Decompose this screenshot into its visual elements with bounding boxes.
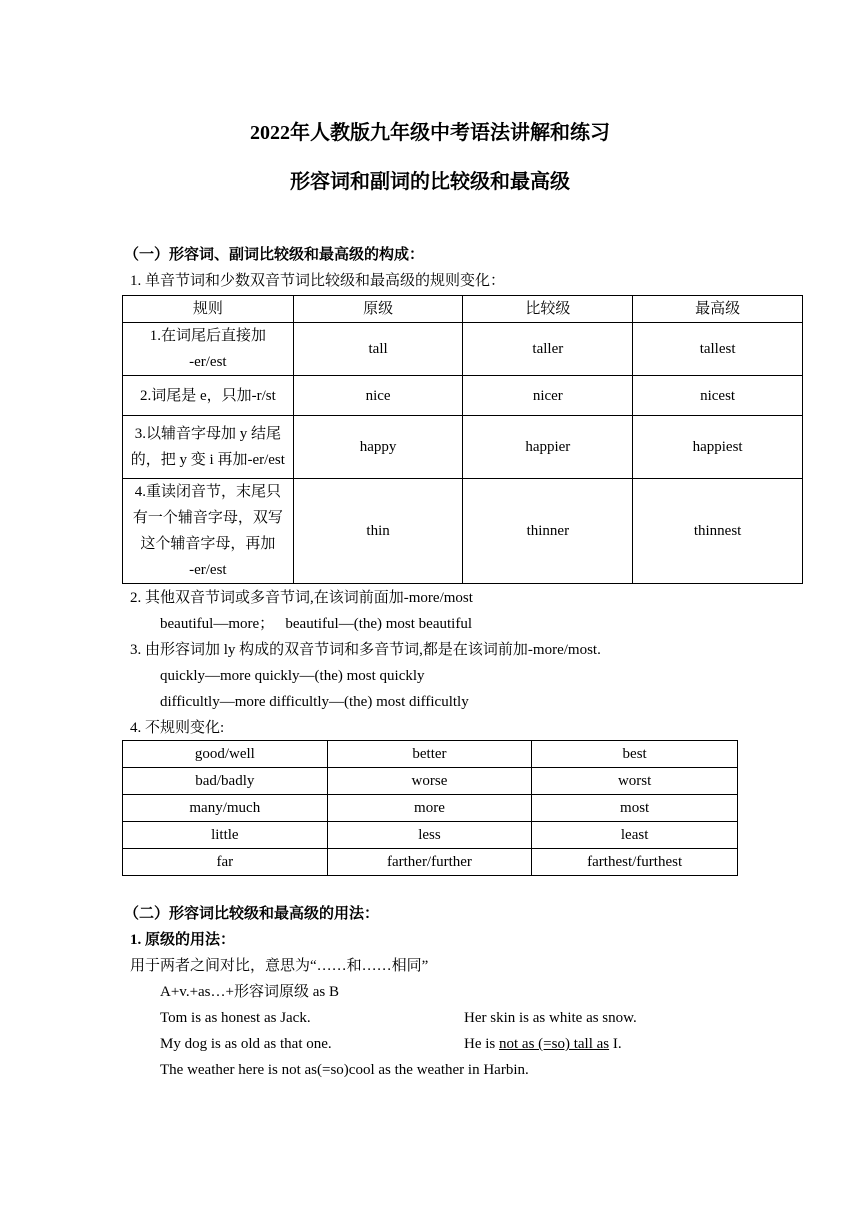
rule-line: -er/est: [189, 562, 227, 578]
example-3: The weather here is not as(=so)cool as the weather in Harbin.: [160, 1062, 529, 1078]
item3-example-2: difficultly—more difficultly—(the) most difficultly: [160, 694, 469, 710]
rule-line: -er/est: [189, 354, 227, 370]
superlative-cell: most: [532, 795, 738, 822]
base-cell: little: [123, 822, 328, 849]
table-row: [123, 849, 738, 876]
comparative-cell: worse: [327, 768, 532, 795]
comparative-cell: happier: [463, 416, 633, 479]
rule-cell: [123, 416, 294, 479]
table-row: [123, 416, 803, 479]
comparative-cell: more: [327, 795, 532, 822]
section1-item1: 1. 单音节词和少数双音节词比较级和最高级的规则变化：: [130, 273, 506, 289]
table-header-row: [123, 296, 803, 323]
base-cell: nice: [293, 376, 463, 416]
superlative-cell: thinnest: [633, 479, 803, 584]
item2-example: beautiful—more； beautiful—(the) most beautiful: [160, 616, 472, 632]
rule-line: 1.在词尾后直接加: [149, 328, 266, 344]
item3-example-1: quickly—more quickly—(the) most quickly: [160, 668, 425, 684]
comparative-cell: farther/further: [327, 849, 532, 876]
rule-cell: [123, 376, 294, 416]
section1-item3: 3. 由形容词加 ly 构成的双音节词和多音节词,都是在该词前加-more/most.: [130, 642, 601, 658]
table-row: [123, 323, 803, 376]
superlative-cell: worst: [532, 768, 738, 795]
section1-item2: 2. 其他双音节词或多音节词,在该词前面加-more/most: [130, 590, 473, 606]
superlative-cell: nicest: [633, 376, 803, 416]
comparative-cell: thinner: [463, 479, 633, 584]
rule-cell: [123, 323, 294, 376]
superlative-cell: least: [532, 822, 738, 849]
regular-forms-table: [122, 295, 803, 584]
example-2-right: [464, 1034, 622, 1054]
base-cell: good/well: [123, 741, 328, 768]
table-row: [123, 741, 738, 768]
table-row: [123, 768, 738, 795]
rule-line: 2.词尾是 e，只加-r/st: [139, 387, 276, 404]
comparative-cell: less: [327, 822, 532, 849]
header-cell-superlative: 最高级: [633, 296, 803, 323]
page-subtitle: 形容词和副词的比较级和最高级: [290, 171, 570, 193]
example-2-right-underlined: not as (=so) tall as: [499, 1036, 610, 1052]
header-cell-comparative: 比较级: [463, 296, 633, 323]
base-cell: thin: [293, 479, 463, 584]
rule-line: 3.以辅音字母加 y 结尾: [134, 426, 281, 442]
example-2-right-pre: He is: [464, 1036, 499, 1052]
section2-desc: 用于两者之间对比，意思为“……和……相同”: [130, 958, 429, 974]
example-1-left: Tom is as honest as Jack.: [160, 1010, 311, 1026]
base-cell: many/much: [123, 795, 328, 822]
base-cell: happy: [293, 416, 463, 479]
table-row: [123, 376, 803, 416]
section2-sub1: 1. 原级的用法：: [130, 932, 236, 948]
section1-item4: 4. 不规则变化:: [130, 720, 225, 736]
example-2-right-post: I.: [609, 1036, 622, 1052]
rule-line: 4.重读闭音节，末尾只: [134, 484, 281, 500]
section2-heading: （二）形容词比较级和最高级的用法：: [124, 906, 380, 922]
table-row: [123, 795, 738, 822]
irregular-forms-table: [122, 740, 738, 876]
table-row: [123, 822, 738, 849]
superlative-cell: happiest: [633, 416, 803, 479]
rule-line: 有一个辅音字母，双写: [132, 510, 283, 526]
base-cell: far: [123, 849, 328, 876]
comparative-cell: better: [327, 741, 532, 768]
example-1-right: Her skin is as white as snow.: [464, 1010, 637, 1026]
formula: A+v.+as…+形容词原级 as B: [160, 984, 339, 1000]
rule-line: 的，把 y 变 i 再加-er/est: [130, 452, 285, 468]
rule-cell: [123, 479, 294, 584]
table-row: [123, 479, 803, 584]
superlative-cell: tallest: [633, 323, 803, 376]
comparative-cell: nicer: [463, 376, 633, 416]
header-cell-base: 原级: [293, 296, 463, 323]
section1-heading: （一）形容词、副词比较级和最高级的构成：: [124, 247, 425, 263]
superlative-cell: farthest/furthest: [532, 849, 738, 876]
base-cell: bad/badly: [123, 768, 328, 795]
superlative-cell: best: [532, 741, 738, 768]
page-title: 2022年人教版九年级中考语法讲解和练习: [250, 122, 610, 144]
example-2-left: My dog is as old as that one.: [160, 1036, 332, 1052]
rule-line: 这个辅音字母，再加: [140, 536, 276, 552]
base-cell: tall: [293, 323, 463, 376]
comparative-cell: taller: [463, 323, 633, 376]
header-cell-rule: 规则: [123, 296, 294, 323]
